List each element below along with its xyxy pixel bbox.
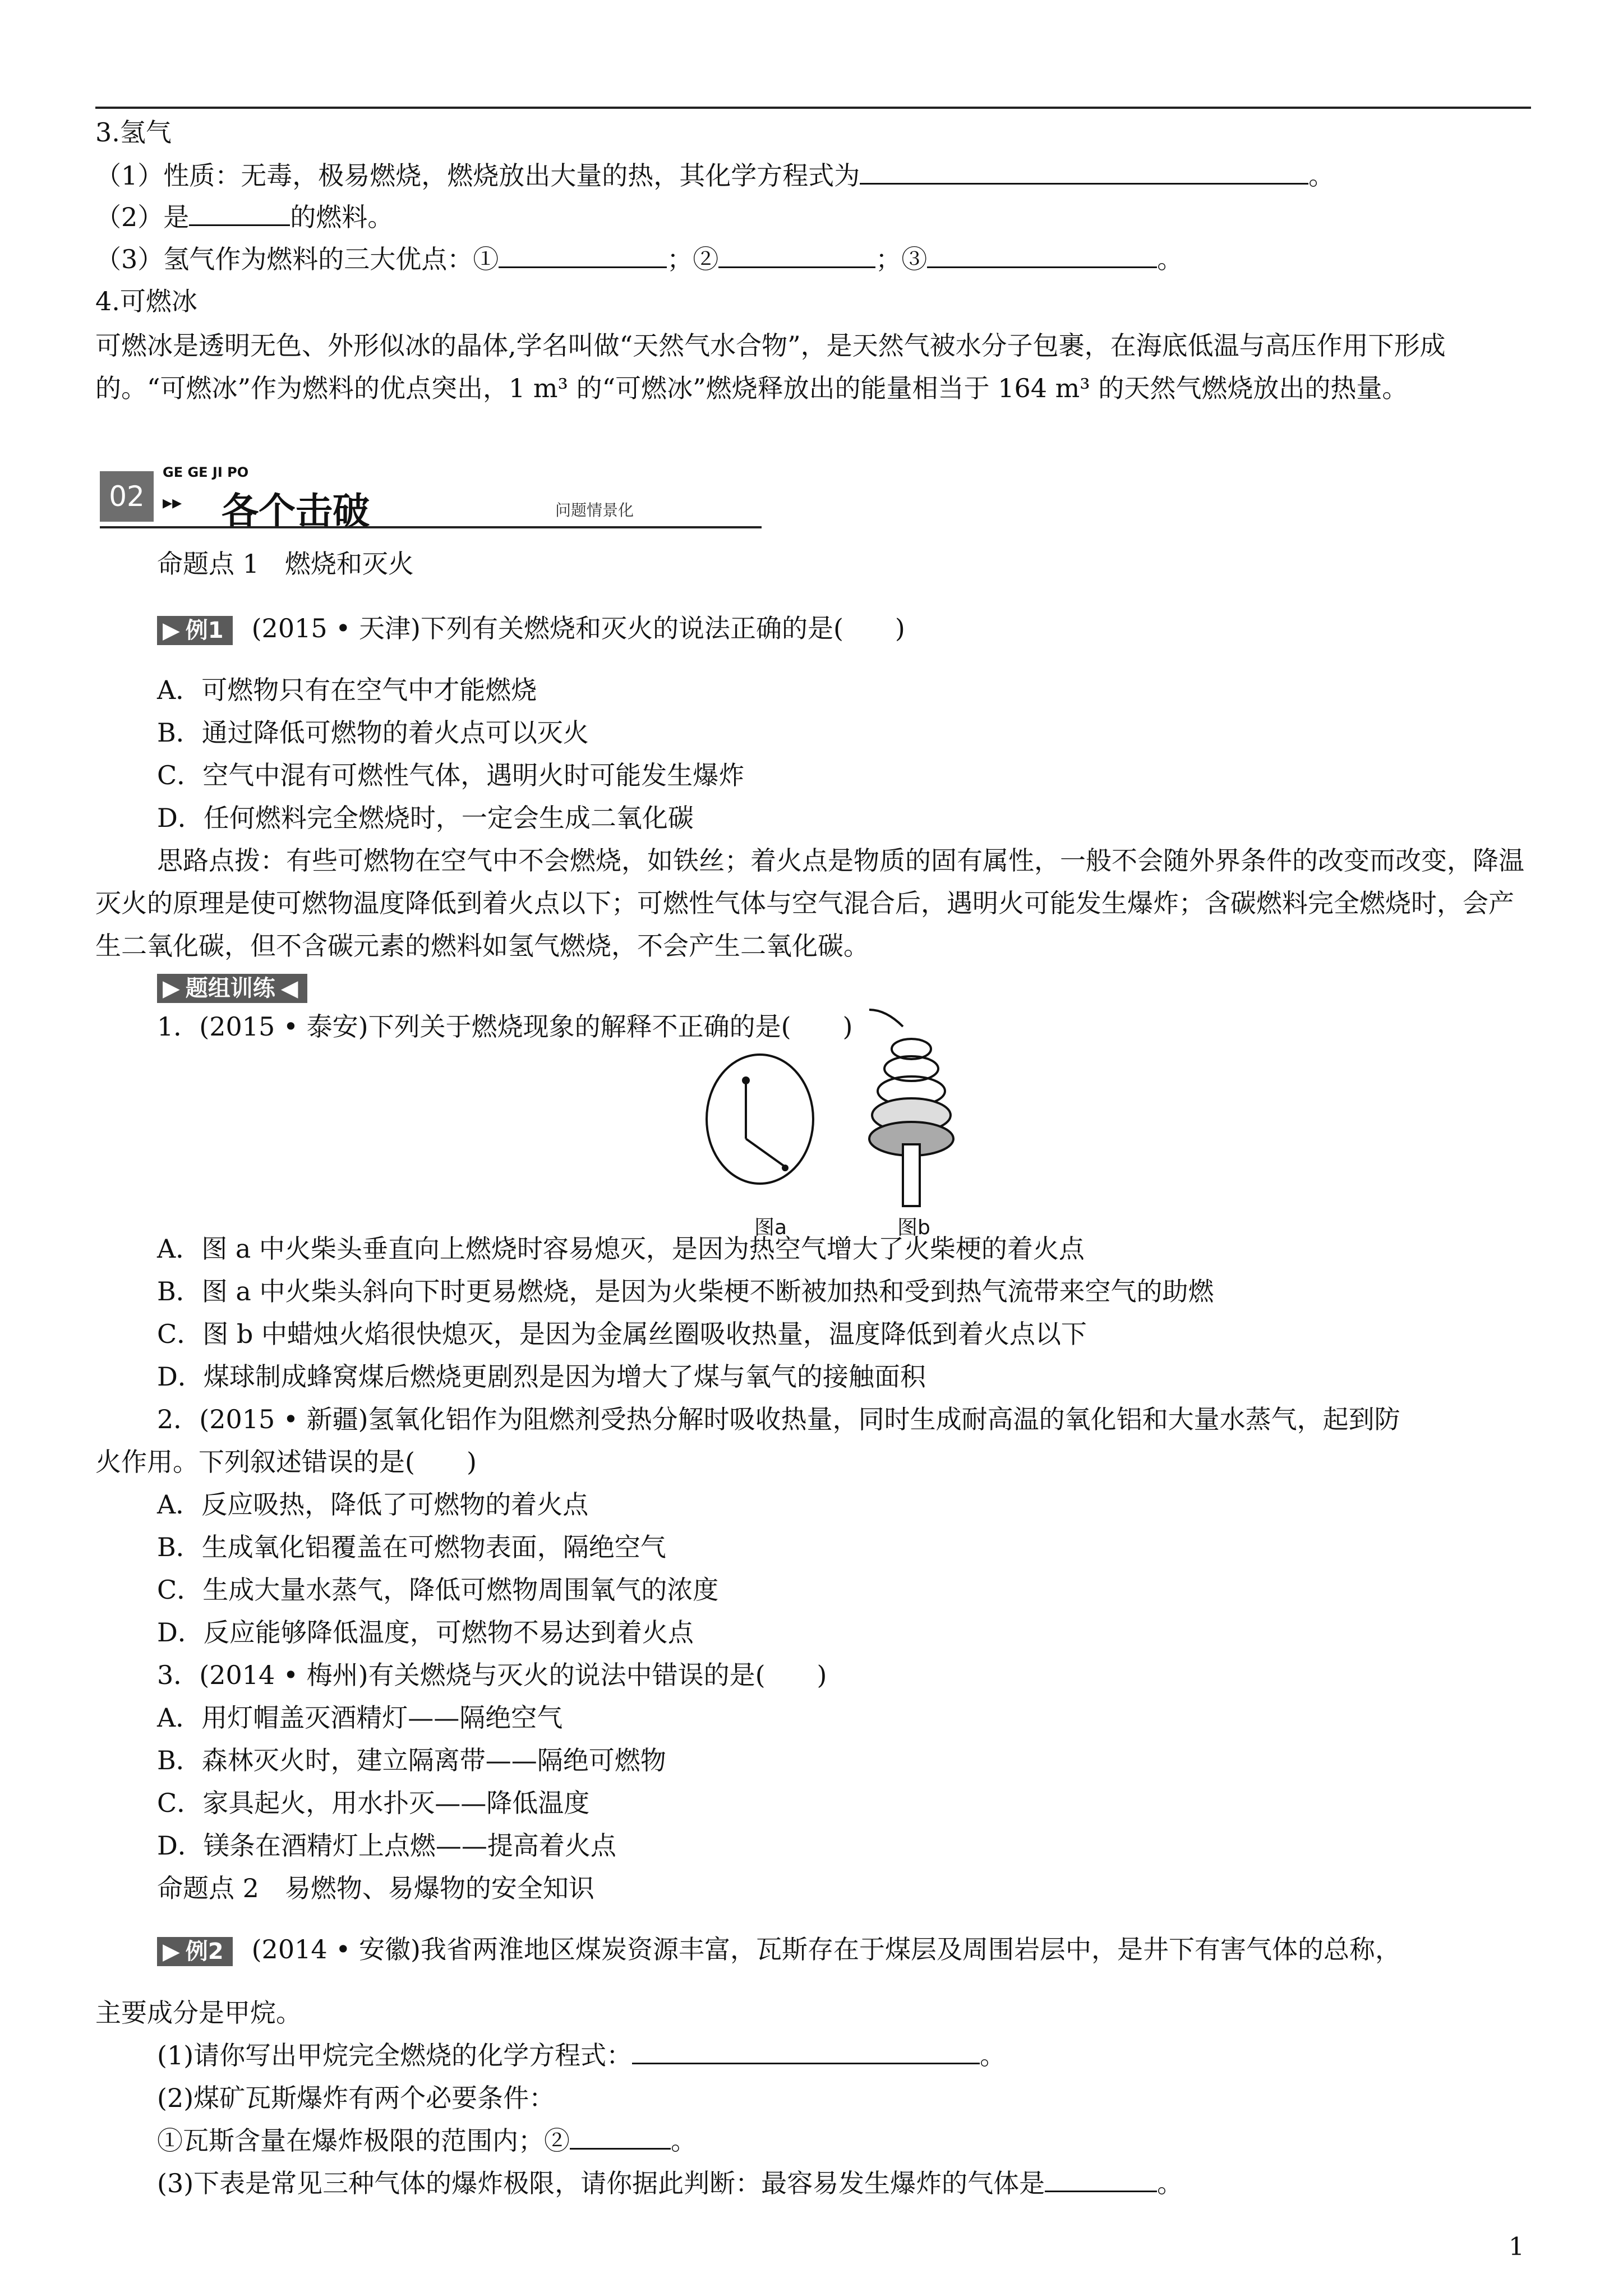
example1-option-b: B．通过降低可燃物的着火点可以灭火 <box>157 717 589 748</box>
hydrogen-fuel-line <box>95 200 393 234</box>
question3: 3．(2014 • 梅州)有关燃烧与灭火的说法中错误的是( ) <box>157 1660 827 1690</box>
play-triangle-icon: ▶ <box>163 1939 180 1964</box>
section-subtitle: 问题情景化 <box>555 501 634 519</box>
subquestion3-text: (3)下表是常见三种气体的爆炸极限，请你据此判断：最容易发生爆炸的气体是 <box>157 2168 1045 2198</box>
advantage-1-blank[interactable] <box>499 244 667 268</box>
ice-heading: 4.可燃冰 <box>95 286 197 316</box>
section-header <box>95 460 768 533</box>
subquestion3-line <box>157 2166 1183 2200</box>
figure-a-label: 图a <box>754 1216 787 1239</box>
equation-blank[interactable] <box>860 160 1308 185</box>
question2-option-d: D．反应能够降低温度，可燃物不易达到着火点 <box>157 1617 694 1648</box>
condition-text: ①瓦斯含量在爆炸极限的范围内；② <box>157 2125 570 2156</box>
gas-answer-blank[interactable] <box>1045 2168 1157 2192</box>
example1-label <box>157 616 233 645</box>
example1-option-a: A．可燃物只有在空气中才能燃烧 <box>157 675 537 705</box>
fuel-text-a: （2）是 <box>95 202 190 232</box>
fuel-blank[interactable] <box>189 202 290 226</box>
left-triangle-icon: ◀ <box>280 976 298 1001</box>
adv-text-a: （3）氢气作为燃料的三大优点：① <box>95 244 499 274</box>
question1: 1．(2015 • 泰安)下列关于燃烧现象的解释不正确的是( ) <box>157 1011 853 1042</box>
question1-option-c: C．图 b 中蜡烛火焰很快熄灭，是因为金属丝圈吸收热量，温度降低到着火点以下 <box>157 1319 1087 1349</box>
question2-line1: 2．(2015 • 新疆)氢氧化铝作为阻燃剂受热分解时吸收热量，同时生成耐高温的氧化铝和大量水蒸气，起到防 <box>157 1404 1400 1434</box>
question2-option-b: B．生成氧化铝覆盖在可燃物表面，隔绝空气 <box>157 1532 666 1562</box>
example2-label <box>157 1937 233 1966</box>
question2-line2: 火作用。下列叙述错误的是( ) <box>95 1447 477 1477</box>
example2-text: (2014 • 安徽)我省两淮地区煤炭资源丰富，瓦斯存在于煤层及周围岩层中，是井下有害气体的总称， <box>251 1934 1401 1964</box>
training-label-line <box>157 969 326 1003</box>
question3-option-d: D．镁条在酒精灯上点燃——提高着火点 <box>157 1830 616 1861</box>
methane-equation-blank[interactable] <box>632 2040 980 2064</box>
figure-match-and-candle <box>701 1004 981 1240</box>
question2-option-a: A．反应吸热，降低了可燃物的着火点 <box>157 1489 589 1520</box>
play-triangle-icon: ▶ <box>163 618 180 643</box>
question2-option-c: C．生成大量水蒸气，降低可燃物周围氧气的浓度 <box>157 1575 719 1605</box>
hint-paragraph: 思路点拨：有些可燃物在空气中不会燃烧，如铁丝；着火点是物质的固有属性，一般不会随外界条件的改变而改变，降温灭火的原理是使可燃物温度降低到着火点以下；可燃性气体与空气混合后，遇明火可能发生爆炸；含碳燃料完全燃烧时，会产生二氧化碳，但不含碳元素的燃料如氢气燃烧，不会产生二氧化碳。 <box>95 845 1524 961</box>
question1-option-d: D．煤球制成蜂窝煤后燃烧更剧烈是因为增大了煤与氧气的接触面积 <box>157 1361 926 1392</box>
subquestion1-text: (1)请你写出甲烷完全燃烧的化学方程式： <box>157 2040 633 2070</box>
play-triangle-icon: ▶ <box>163 976 180 1001</box>
question1-option-a: A．图 a 中火柴头垂直向上燃烧时容易熄灭，是因为热空气增大了火柴梗的着火点 <box>157 1234 1085 1264</box>
training-label-text: 题组训练 <box>185 976 275 1001</box>
ice-paragraph: 可燃冰是透明无色、外形似冰的晶体,学名叫做“天然气水合物”，是天然气被水分子包裹，在海底低温与高压作用下形成的。“可燃冰”作为燃料的优点突出，1 m³ 的“可燃冰”燃烧释放出的能量相当于 164 m³ 的天然气燃烧放出的热量。 <box>95 330 1446 403</box>
question3-option-c: C．家具起火，用水扑灭——降低温度 <box>157 1788 590 1818</box>
hydrogen-property-line <box>95 159 1334 192</box>
question3-option-a: A．用灯帽盖灭酒精灯——隔绝空气 <box>157 1703 563 1733</box>
subquestion1-line <box>157 2039 1006 2072</box>
double-arrow-icon: ▸▸ <box>163 491 182 514</box>
subquestion2: (2)煤矿瓦斯爆炸有两个必要条件： <box>157 2083 555 2113</box>
punct: 。 <box>1308 160 1335 191</box>
subquestion2-conditions <box>157 2124 697 2157</box>
figure-drawing <box>701 1004 981 1240</box>
advantage-2-blank[interactable] <box>718 244 875 268</box>
adv-text-b: ；② <box>667 244 719 274</box>
example1-label-text: 例1 <box>185 618 224 643</box>
advantage-3-blank[interactable] <box>927 244 1157 268</box>
candle-coil-figure-b <box>869 1010 953 1206</box>
top-rule <box>95 107 1531 109</box>
figure-b-label: 图b <box>897 1216 930 1239</box>
adv-text-c: ；③ <box>875 244 928 274</box>
example2-line1 <box>157 1932 1401 1966</box>
question3-option-b: B．森林灭火时，建立隔离带——隔绝可燃物 <box>157 1745 666 1775</box>
example1-option-c: C．空气中混有可燃性气体，遇明火时可能发生爆炸 <box>157 760 745 790</box>
section-title: 各个击破 <box>222 490 370 533</box>
point2-title: 命题点 2 易燃物、易爆物的安全知识 <box>157 1873 594 1903</box>
punct: 。 <box>980 2040 1006 2070</box>
hydrogen-advantages-line <box>95 242 1183 276</box>
punct: 。 <box>1157 2168 1183 2198</box>
match-figure-a <box>707 1055 813 1184</box>
example1-question: (2015 • 天津)下列有关燃烧和灭火的说法正确的是( ) <box>251 613 905 643</box>
example2-line2: 主要成分是甲烷。 <box>95 1998 302 2028</box>
fuel-text-b: 的燃料。 <box>290 202 394 232</box>
training-label <box>157 974 307 1003</box>
section-number: 02 <box>100 471 154 522</box>
punct: 。 <box>671 2125 697 2156</box>
example1-line <box>157 611 905 645</box>
hydrogen-heading: 3.氢气 <box>95 117 172 148</box>
example2-label-text: 例2 <box>185 1939 224 1964</box>
example1-option-d: D．任何燃料完全燃烧时，一定会生成二氧化碳 <box>157 803 694 833</box>
section-rule <box>100 526 762 528</box>
question1-option-b: B．图 a 中火柴头斜向下时更易燃烧，是因为火柴梗不断被加热和受到热气流带来空气的助燃 <box>157 1276 1214 1306</box>
page-number: 1 <box>1509 2233 1524 2261</box>
section-pinyin: GE GE JI PO <box>163 464 249 480</box>
punct: 。 <box>1157 244 1183 274</box>
condition-2-blank[interactable] <box>570 2125 671 2150</box>
hydrogen-property-text: （1）性质：无毒，极易燃烧，燃烧放出大量的热，其化学方程式为 <box>95 160 860 191</box>
point1-title: 命题点 1 燃烧和灭火 <box>157 549 414 579</box>
